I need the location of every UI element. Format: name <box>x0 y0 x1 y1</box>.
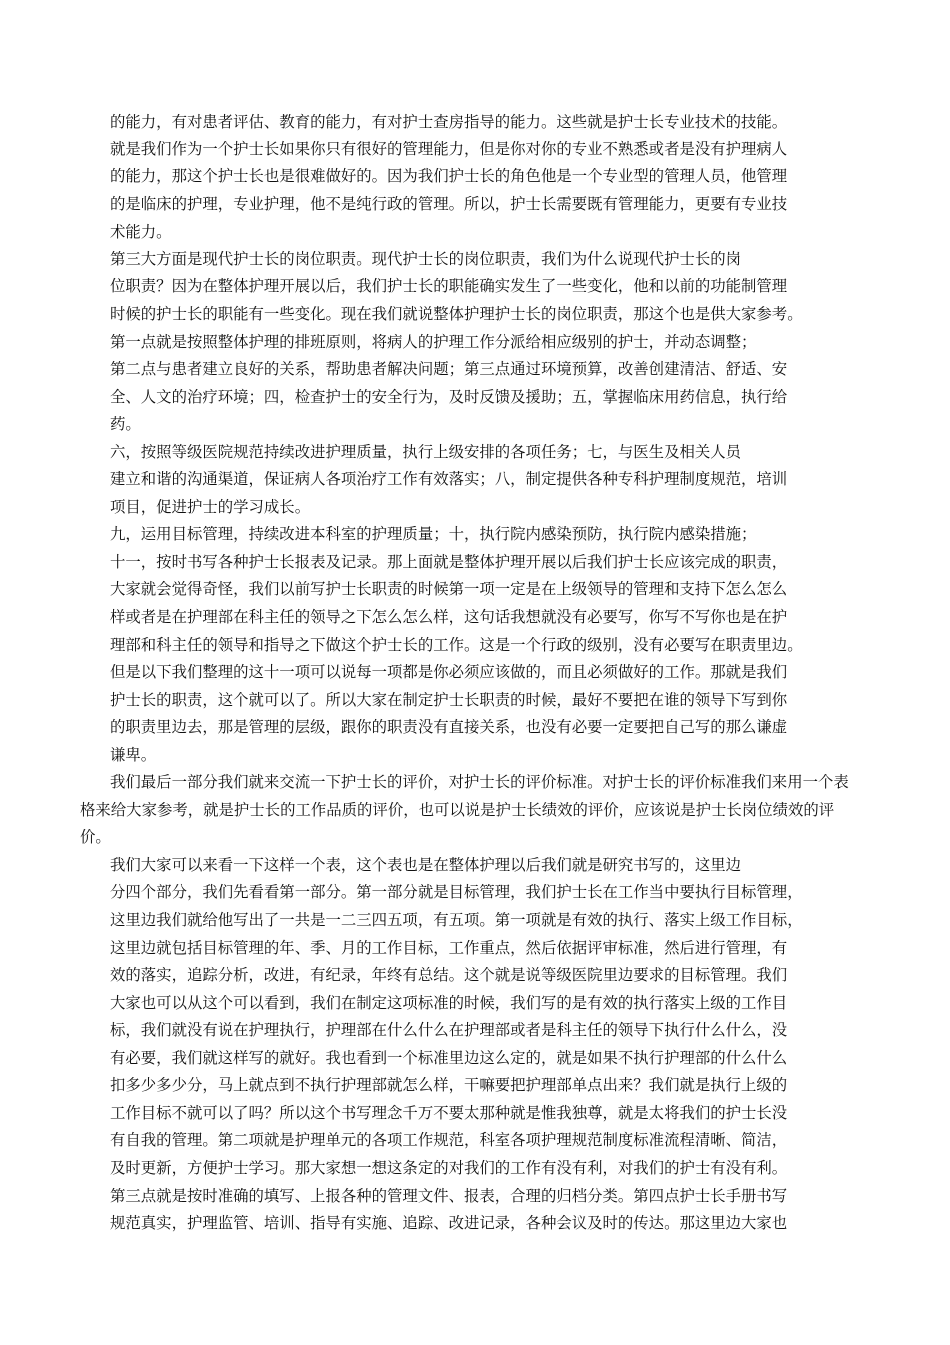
text-line: 价。 <box>80 828 111 846</box>
text-line: 建立和谐的沟通渠道，保证病人各项治疗工作有效落实；八，制定提供各种专科护理制度规范，培训 <box>110 470 788 488</box>
text-line: 样或者是在护理部在科主任的领导之下怎么怎么样，这句话我想就没有必要写，你写不写你也是在护 <box>110 608 788 626</box>
text-line: 规范真实，护理监管、培训、指导有实施、追踪、改进记录，各种会议及时的传达。那这里边大家也 <box>110 1214 788 1232</box>
text-line: 有自我的管理。第二项就是护理单元的各项工作规范，科室各项护理规范制度标准流程清晰、简洁， <box>110 1131 788 1149</box>
text-line: 这里边就包括目标管理的年、季、月的工作目标，工作重点，然后依据评审标准，然后进行管理，有 <box>110 939 788 957</box>
text-line: 大家就会觉得奇怪，我们以前写护士长职责的时候第一项一定是在上级领导的管理和支持下怎么怎么 <box>110 580 788 598</box>
text-line: 九，运用目标管理，持续改进本科室的护理质量；十，执行院内感染预防，执行院内感染措施； <box>110 525 757 543</box>
text-line: 但是以下我们整理的这十一项可以说每一项都是你必须应该做的，而且必须做好的工作。那就是我们 <box>110 663 788 681</box>
text-line: 全、人文的治疗环境；四，检查护士的安全行为，及时反馈及援助；五，掌握临床用药信息，执行给 <box>110 388 788 406</box>
text-line: 第二点与患者建立良好的关系，帮助患者解决问题；第三点通过环境预算，改善创建清洁、舒适、安 <box>110 360 788 378</box>
text-line: 标，我们就没有说在护理执行，护理部在什么什么在护理部或者是科主任的领导下执行什么什么，没 <box>110 1021 788 1039</box>
text-line: 第三点就是按时准确的填写、上报各种的管理文件、报表，合理的归档分类。第四点护士长手册书写 <box>110 1187 788 1205</box>
text-line: 理部和科主任的领导和指导之下做这个护士长的工作。这是一个行政的级别，没有必要写在职责里边。 <box>110 636 803 654</box>
text-line: 的职责里边去，那是管理的层级，跟你的职责没有直接关系，也没有必要一定要把自己写的那么谦虚 <box>110 718 788 736</box>
text-line: 六，按照等级医院规范持续改进护理质量，执行上级安排的各项任务；七，与医生及相关人员 <box>110 443 742 461</box>
text-line: 及时更新，方便护士学习。那大家想一想这条定的对我们的工作有没有利，对我们的护士有没有利。 <box>110 1159 788 1177</box>
text-line: 我们最后一部分我们就来交流一下护士长的评价，对护士长的评价标准。对护士长的评价标准我们来用一个表 <box>110 773 849 791</box>
text-line: 大家也可以从这个可以看到，我们在制定这项标准的时候，我们写的是有效的执行落实上级的工作目 <box>110 994 788 1012</box>
text-line: 第一点就是按照整体护理的排班原则，将病人的护理工作分派给相应级别的护士，并动态调整； <box>110 333 757 351</box>
text-line: 格来给大家参考，就是护士长的工作品质的评价，也可以说是护士长绩效的评价，应该说是护士长岗位绩效的评 <box>80 801 835 819</box>
text-line: 工作目标不就可以了吗？所以这个书写理念千万不要太那种就是惟我独尊，就是太将我们的护士长没 <box>110 1104 788 1122</box>
text-line: 项目，促进护士的学习成长。 <box>110 498 311 516</box>
text-line: 扣多少多少分，马上就点到不执行护理部就怎么样，干嘛要把护理部单点出来？我们就是执行上级的 <box>110 1076 788 1094</box>
text-line: 十一，按时书写各种护士长报表及记录。那上面就是整体护理开展以后我们护士长应该完成的职责， <box>110 553 788 571</box>
text-line: 效的落实，追踪分析，改进，有纪录，年终有总结。这个就是说等级医院里边要求的目标管理。我们 <box>110 966 788 984</box>
text-line: 分四个部分，我们先看看第一部分。第一部分就是目标管理，我们护士长在工作当中要执行目标管理， <box>110 883 803 901</box>
text-line: 就是我们作为一个护士长如果你只有很好的管理能力，但是你对你的专业不熟悉或者是没有护理病人 <box>110 140 788 158</box>
text-line: 药。 <box>110 415 141 433</box>
text-line: 的是临床的护理，专业护理，他不是纯行政的管理。所以，护士长需要既有管理能力，更要有专业技 <box>110 195 788 213</box>
text-line: 谦卑。 <box>110 746 157 764</box>
text-line: 护士长的职责，这个就可以了。所以大家在制定护士长职责的时候，最好不要把在谁的领导下写到你 <box>110 691 788 709</box>
text-line: 我们大家可以来看一下这样一个表，这个表也是在整体护理以后我们就是研究书写的，这里边 <box>110 856 742 874</box>
text-line: 位职责？因为在整体护理开展以后，我们护士长的职能确实发生了一些变化，他和以前的功能制管理 <box>110 277 788 295</box>
text-line: 的能力，那这个护士长也是很难做好的。因为我们护士长的角色他是一个专业型的管理人员，他管理 <box>110 167 788 185</box>
text-line: 第三大方面是现代护士长的岗位职责。现代护士长的岗位职责，我们为什么说现代护士长的岗 <box>110 250 742 268</box>
text-line: 术能力。 <box>110 223 172 241</box>
text-line: 有必要，我们就这样写的就好。我也看到一个标准里边这么定的，就是如果不执行护理部的什么什么 <box>110 1049 788 1067</box>
text-line: 的能力，有对患者评估、教育的能力，有对护士查房指导的能力。这些就是护士长专业技术的技能。 <box>110 113 788 131</box>
text-line: 这里边我们就给他写出了一共是一二三四五项，有五项。第一项就是有效的执行、落实上级工作目标， <box>110 911 803 929</box>
text-line: 时候的护士长的职能有一些变化。现在我们就说整体护理护士长的岗位职责，那这个也是供大家参考。 <box>110 305 803 323</box>
